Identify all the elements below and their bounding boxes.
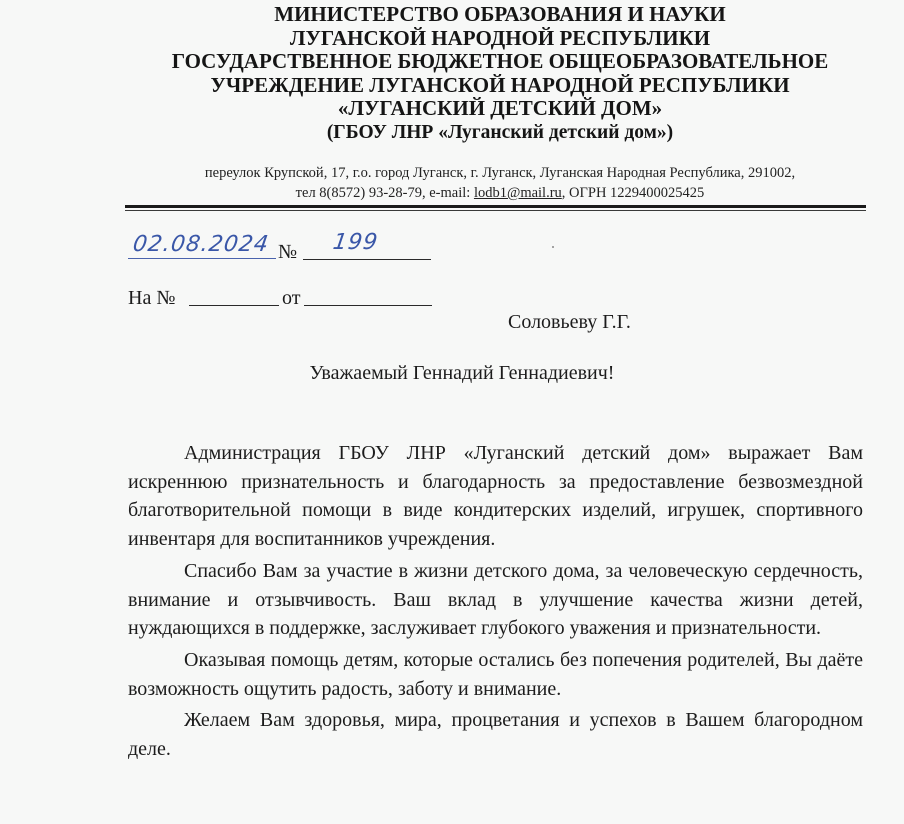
reference-number-underline [189,305,279,306]
scan-speck [552,246,554,248]
address-block [120,163,880,203]
contacts-line [120,183,880,203]
paragraph-gratitude [128,439,863,554]
paragraph-first-line: Администрация ГБОУ ЛНР «Луганский детский дом» выражает Вам [184,442,863,464]
address-line: переулок Крупской, 17, г.о. город Луганск, г. Луганск, Луганская Народная Республика, 291002, [204,165,796,181]
reference-date-label: от [282,287,301,309]
letterhead [120,3,880,144]
phone-text: тел 8(8572) 93-28-79, e-mail: [295,185,474,201]
recipient-name: Соловьеву Г.Г. [508,311,631,333]
number-label: № [278,241,298,263]
paragraph-wishes [128,706,863,763]
number-underline [303,259,431,260]
paragraph-rest: сердечность, внимание и отзывчивость. Ваш вклад в улучшение качества жизни детей, нуждающихся в поддержке, заслуживает глубокого уважения и признательности. [128,559,864,640]
reference-number-label: На № [128,287,176,309]
paragraph-first-line: Оказывая помощь детям, которые остались без попечения родителей, [184,648,780,671]
reference-date-underline [304,305,432,306]
greeting-text: Уважаемый Геннадий Геннадиевич! [309,362,615,384]
paragraph-thanks [128,557,863,643]
letterhead-line-short-name: (ГБОУ ЛНР «Луганский детский дом») [326,121,674,143]
ogrn-text: , ОГРН 1229400025425 [561,185,705,201]
header-divider-thin [125,210,866,211]
header-divider-thick [125,205,866,208]
paragraph-rest: искреннюю признательность и благодарность за предоставление безвозмездной благотворительной помощи в виде кондитерских изделий, игрушек, спортивного инвентаря для воспитанников учреждения. [128,470,863,551]
paragraph-help [128,646,863,703]
paragraph-first-line: Спасибо Вам за участие в жизни детского дома, за человеческую [184,559,748,582]
paragraph-first-line: Желаем Вам здоровья, мира, процветания и успехов в Вашем [184,709,745,732]
letterhead-line-republic: ЛУГАНСКОЙ НАРОДНОЙ РЕСПУБЛИКИ [289,25,711,50]
letterhead-line-institution-type: ГОСУДАРСТВЕННОЕ БЮДЖЕТНОЕ ОБЩЕОБРАЗОВАТЕЛЬНОЕ [171,49,829,73]
email-link[interactable]: lodb1@mail.ru [473,185,562,201]
date-underline [128,258,276,259]
paragraph-rest: благородном деле. [128,709,863,761]
letterhead-line-name: «ЛУГАНСКИЙ ДЕТСКИЙ ДОМ» [337,96,663,120]
letter-body [128,439,863,767]
greeting-line [0,362,904,385]
handwritten-number: 199 [331,230,380,255]
paragraph-rest: Вы даёте возможность ощутить радость, заботу и внимание. [128,648,864,700]
letterhead-line-ministry: МИНИСТЕРСТВО ОБРАЗОВАНИЯ И НАУКИ [274,2,726,26]
letterhead-line-institution: УЧРЕЖДЕНИЕ ЛУГАНСКОЙ НАРОДНОЙ РЕСПУБЛИКИ [210,72,790,97]
handwritten-date: 02.08.2024 [131,232,271,257]
